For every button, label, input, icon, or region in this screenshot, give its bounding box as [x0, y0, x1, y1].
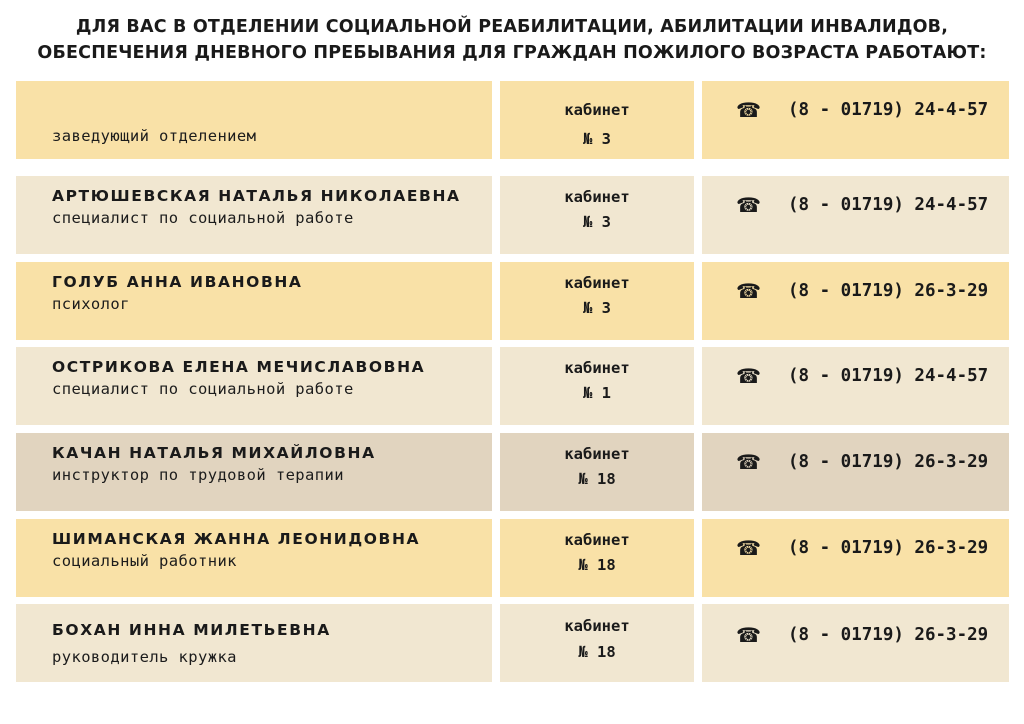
cabinet-label: кабинет: [564, 188, 630, 206]
staff-info-cell: [16, 81, 492, 159]
cabinet-label: кабинет: [564, 531, 630, 549]
phone-cell: [702, 604, 1009, 682]
staff-row: [16, 433, 1009, 511]
telephone-icon: ☎: [736, 279, 761, 303]
staff-info-cell: [16, 433, 492, 511]
phone-number: (8 - 01719) 26-3-29: [788, 452, 989, 472]
staff-name: ШИМАНСКАЯ ЖАННА ЛЕОНИДОВНА: [52, 530, 421, 548]
staff-name: КАЧАН НАТАЛЬЯ МИХАЙЛОВНА: [52, 444, 376, 462]
cabinet-number: № 3: [583, 299, 611, 317]
staff-name: БОХАН ИННА МИЛЕТЬЕВНА: [52, 621, 331, 639]
cabinet-cell: [500, 347, 694, 425]
cabinet-number: № 18: [578, 470, 616, 488]
title-line-2: ОБЕСПЕЧЕНИЯ ДНЕВНОГО ПРЕБЫВАНИЯ ДЛЯ ГРАЖДАН ПОЖИЛОГО ВОЗРАСТА РАБОТАЮТ:: [37, 43, 987, 63]
staff-row: [16, 176, 1009, 254]
staff-info-cell: [16, 519, 492, 597]
staff-info-cell: [16, 347, 492, 425]
phone-cell: [702, 262, 1009, 340]
cabinet-label: кабинет: [564, 359, 630, 377]
phone-cell: [702, 519, 1009, 597]
telephone-icon: ☎: [736, 536, 761, 560]
staff-position: заведующий отделением: [52, 127, 257, 145]
cabinet-number: № 18: [578, 643, 616, 661]
telephone-icon: ☎: [736, 193, 761, 217]
cabinet-cell: [500, 176, 694, 254]
staff-position: социальный работник: [52, 552, 237, 570]
staff-info-cell: [16, 176, 492, 254]
page-title: [0, 14, 1024, 66]
phone-cell: [702, 176, 1009, 254]
staff-name: ГОЛУБ АННА ИВАНОВНА: [52, 273, 303, 291]
staff-position: психолог: [52, 295, 130, 313]
cabinet-number: № 1: [583, 384, 611, 402]
phone-number: (8 - 01719) 24-4-57: [788, 366, 989, 386]
staff-position: руководитель кружка: [52, 648, 237, 666]
cabinet-cell: [500, 262, 694, 340]
telephone-icon: ☎: [736, 450, 761, 474]
telephone-icon: ☎: [736, 364, 761, 388]
staff-row: [16, 519, 1009, 597]
staff-row: [16, 81, 1009, 159]
cabinet-cell: [500, 604, 694, 682]
phone-number: (8 - 01719) 24-4-57: [788, 100, 989, 120]
cabinet-label: кабинет: [564, 274, 630, 292]
phone-cell: [702, 81, 1009, 159]
phone-number: (8 - 01719) 26-3-29: [788, 625, 989, 645]
cabinet-cell: [500, 81, 694, 159]
phone-number: (8 - 01719) 24-4-57: [788, 195, 989, 215]
title-line-1: ДЛЯ ВАС В ОТДЕЛЕНИИ СОЦИАЛЬНОЙ РЕАБИЛИТАЦИИ, АБИЛИТАЦИИ ИНВАЛИДОВ,: [75, 17, 949, 37]
phone-number: (8 - 01719) 26-3-29: [788, 538, 989, 558]
staff-position: специалист по социальной работе: [52, 209, 354, 227]
cabinet-label: кабинет: [564, 445, 630, 463]
staff-row: [16, 262, 1009, 340]
phone-number: (8 - 01719) 26-3-29: [788, 281, 989, 301]
staff-position: инструктор по трудовой терапии: [52, 466, 344, 484]
staff-name: АРТЮШЕВСКАЯ НАТАЛЬЯ НИКОЛАЕВНА: [52, 187, 461, 205]
staff-name: ОСТРИКОВА ЕЛЕНА МЕЧИСЛАВОВНА: [52, 358, 426, 376]
staff-info-cell: [16, 262, 492, 340]
telephone-icon: ☎: [736, 623, 761, 647]
phone-cell: [702, 433, 1009, 511]
cabinet-number: № 3: [583, 130, 611, 148]
staff-row: [16, 604, 1009, 682]
cabinet-cell: [500, 433, 694, 511]
cabinet-number: № 18: [578, 556, 616, 574]
phone-cell: [702, 347, 1009, 425]
staff-position: специалист по социальной работе: [52, 380, 354, 398]
staff-row: [16, 347, 1009, 425]
staff-info-cell: [16, 604, 492, 682]
cabinet-cell: [500, 519, 694, 597]
cabinet-number: № 3: [583, 213, 611, 231]
telephone-icon: ☎: [736, 98, 761, 122]
cabinet-label: кабинет: [564, 617, 630, 635]
cabinet-label: кабинет: [564, 101, 630, 119]
